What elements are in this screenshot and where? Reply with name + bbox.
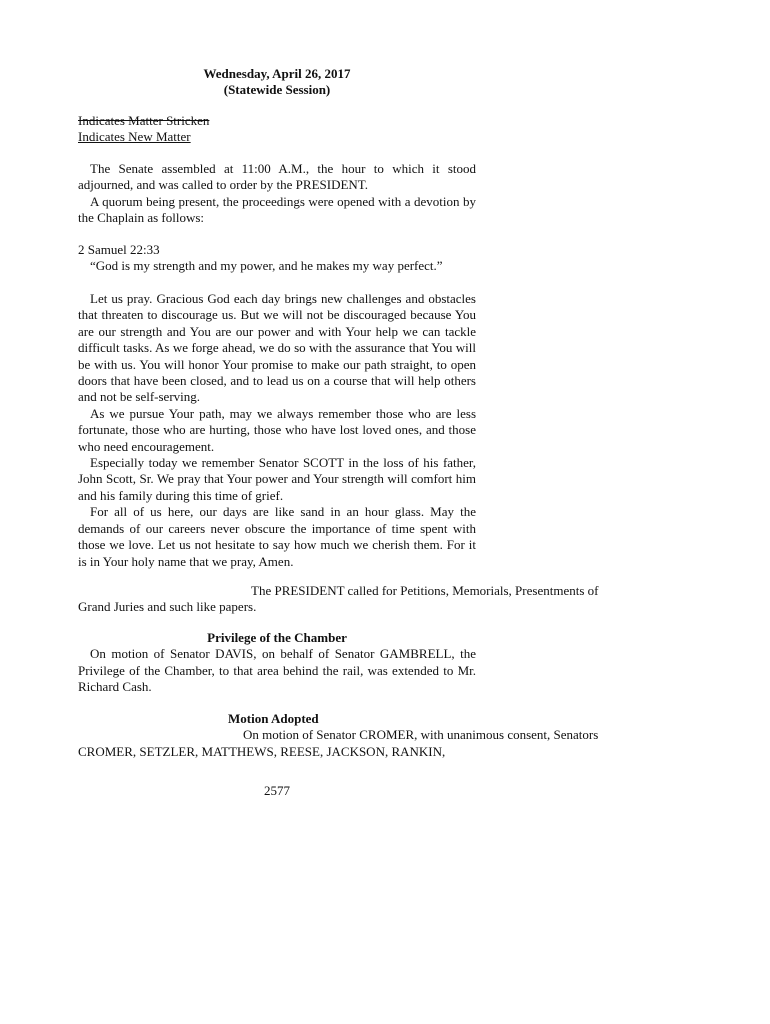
scripture-quote: “God is my strength and my power, and he makes my way perfect.” [90,258,443,274]
petitions-line-2: Grand Juries and such like papers. [78,599,257,615]
opening-section [78,161,476,227]
page-header [78,66,476,99]
prayer [78,291,476,570]
prayer-paragraph: Especially today we remember Senator SCOTT in the loss of his father, John Scott, Sr. We pray that Your power and Your strength will comfort him and his family during this time of grief. [78,455,476,503]
opening-paragraph: The Senate assembled at 11:00 A.M., the hour to which it stood adjourned, and was called to order by the PRESIDENT. [78,161,476,193]
privilege-section [78,630,476,696]
legend-new: Indicates New Matter [78,129,191,145]
motion-line-2: CROMER, SETZLER, MATTHEWS, REESE, JACKSON, RANKIN, [78,743,446,759]
motion-section [78,711,638,760]
scripture [78,242,476,275]
page-number-text: 2577 [264,783,290,798]
motion-heading: Motion Adopted [228,711,319,726]
privilege-heading: Privilege of the Chamber [207,630,347,645]
page-number [78,783,476,799]
prayer-paragraph: As we pursue Your path, may we always remember those who are less fortunate, those who are hurting, those who have lost loved ones, and those who need encouragement. [78,405,476,454]
scripture-reference: 2 Samuel 22:33 [78,242,160,257]
session-type: (Statewide Session) [223,82,331,98]
prayer-paragraph: For all of us here, our days are like sand in an hour glass. May the demands of our careers never obscure the importance of time spent with those we love. Let us not hesitate to say how much we cherish them. For it is in Your holy name that we pray, Amen. [78,504,476,569]
privilege-text: On motion of Senator DAVIS, on behalf of Senator GAMBRELL, the Privilege of the Chamber, to that area behind the rail, was extended to Mr. Richard Cash. [78,646,476,695]
legend [78,113,476,146]
legend-stricken: Indicates Matter Stricken [78,113,210,128]
session-date: Wednesday, April 26, 2017 [203,66,351,81]
petitions-call [78,583,638,616]
prayer-paragraph: Let us pray. Gracious God each day brings new challenges and obstacles that threaten to discourage us. But we will not be discouraged because You are our strength and You are our power and with Your help we can tackle difficult tasks. As we forge ahead, we do so with the assurance that You will be with us. You will honor Your promise to make our path straight, to open doors that have been closed, and to lead us on a course that will help others and not be self-serving. [78,291,476,405]
opening-paragraph: A quorum being present, the proceedings were opened with a devotion by the Chaplain as follows: [78,193,476,226]
motion-line-1: On motion of Senator CROMER, with unanimous consent, Senators [243,727,599,743]
petitions-line-1: The PRESIDENT called for Petitions, Memorials, Presentments of [251,583,599,598]
